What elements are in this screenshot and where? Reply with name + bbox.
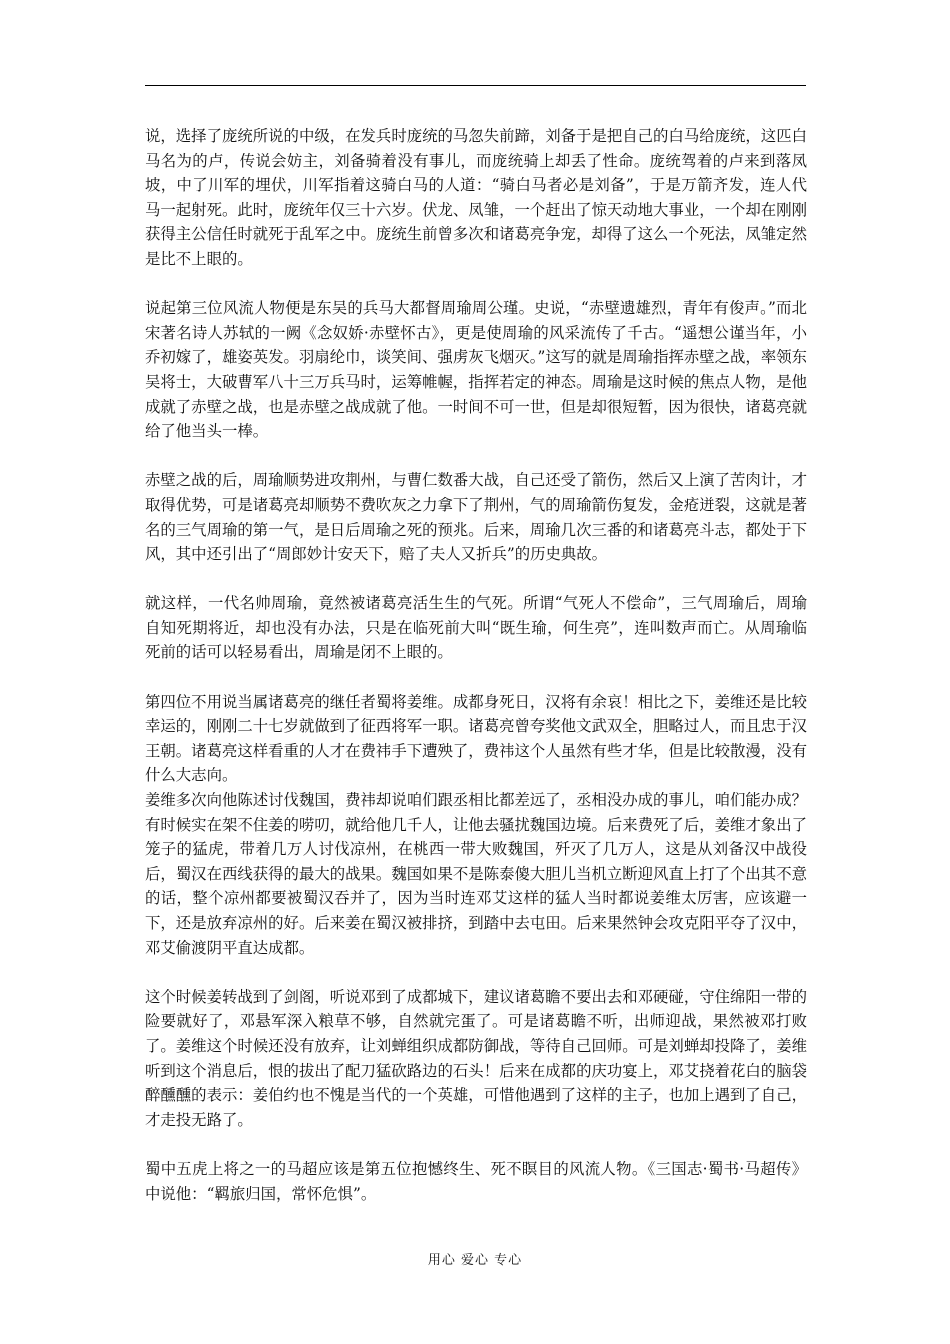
paragraph: 这个时候姜转战到了剑阁，听说邓到了成都城下，建议诸葛瞻不要出去和邓硬碰，守住绵阳一带的险要就好了，邓悬军深入粮草不够，自然就完蛋了。可是诸葛瞻不听，出师迎战，果然被邓打败了。姜维这个时候还没有放弃，让刘蝉组织成都防御战，等待自己回师。可是刘蝉却投降了，姜维听到这个消息后，恨的拔出了配刀猛砍路边的石头！后来在成都的庆功宴上，邓艾挠着花白的脑袋醉醺醺的表示：姜伯约也不愧是当代的一个英雄，可惜他遇到了这样的主子，也加上遇到了自己，才走投无路了。 — [145, 987, 807, 1129]
body-text — [145, 124, 807, 1206]
paragraph: 说，选择了庞统所说的中级，在发兵时庞统的马忽失前蹄，刘备于是把自己的白马给庞统，这匹白马名为的卢，传说会妨主，刘备骑着没有事儿，而庞统骑上却丢了性命。庞统驾着的卢来到落凤坡，中了川军的埋伏，川军指着这骑白马的人道：“骑白马者必是刘备”，于是万箭齐发，连人代马一起射死。此时，庞统年仅三十六岁。伏龙、凤雏，一个赶出了惊天动地大事业，一个却在刚刚获得主公信任时就死于乱军之中。庞统生前曾多次和诸葛亮争宠，却得了这么一个死法，凤雏定然是比不上眼的。 — [145, 127, 807, 268]
header-rule — [145, 85, 806, 86]
paragraph: 蜀中五虎上将之一的马超应该是第五位抱憾终生、死不瞑目的风流人物。《三国志·蜀书·马超传》中说他：“羁旅归国，常怀危惧”。 — [145, 1159, 807, 1203]
paragraph: 赤壁之战的后，周瑜顺势进攻荆州，与曹仁数番大战，自己还受了箭伤，然后又上演了苦肉计，才取得优势，可是诸葛亮却顺势不费吹灰之力拿下了荆州，气的周瑜箭伤复发，金疮迸裂，这就是著名的三气周瑜的第一气，是日后周瑜之死的预兆。后来，周瑜几次三番的和诸葛亮斗志，都处于下风，其中还引出了“周郎妙计安天下，赔了夫人又折兵”的历史典故。 — [145, 471, 807, 564]
page-footer: 用心 爱心 专心 — [427, 1253, 523, 1268]
paragraph: 就这样，一代名帅周瑜，竟然被诸葛亮活生生的气死。所谓“气死人不偿命”，三气周瑜后，周瑜自知死期将近，却也没有办法，只是在临死前大叫“既生瑜，何生亮”，连叫数声而亡。从周瑜临死前的话可以轻易看出，周瑜是闭不上眼的。 — [145, 594, 807, 662]
paragraph: 姜维多次向他陈述讨伐魏国，费祎却说咱们跟丞相比都差远了，丞相没办成的事儿，咱们能办成？有时候实在架不住姜的唠叨，就给他几千人，让他去骚扰魏国边境。后来费死了后，姜维才象出了笼子的猛虎，带着几万人讨伐凉州，在桃西一带大败魏国，歼灭了几万人，这是从刘备汉中战役后，蜀汉在西线获得的最大的战果。魏国如果不是陈泰傻大胆儿当机立断迎风直上打了个出其不意的话，整个凉州都要被蜀汉吞并了，因为当时连邓艾这样的猛人当时都说姜维太厉害，应该避一下，还是放弃凉州的好。后来姜在蜀汉被排挤，到踏中去屯田。后来果然钟会攻克阳平夺了汉中，邓艾偷渡阴平直达成都。 — [145, 791, 807, 957]
paragraph: 第四位不用说当属诸葛亮的继任者蜀将姜维。成都身死日，汉将有余哀！相比之下，姜维还是比较幸运的，刚刚二十七岁就做到了征西将军一职。诸葛亮曾夸奖他文武双全，胆略过人，而且忠于汉王朝。诸葛亮这样看重的人才在费祎手下遭殃了，费祎这个人虽然有些才华，但是比较散漫，没有什么大志向。 — [145, 692, 807, 785]
paragraph: 说起第三位风流人物便是东吴的兵马大都督周瑜周公瑾。史说，“赤壁遗雄烈，青年有俊声。”而北宋著名诗人苏轼的一阙《念奴娇·赤壁怀古》，更是使周瑜的风采流传了千古。“遥想公谨当年，小乔初嫁了，雄姿英发。羽扇纶巾，谈笑间、强虏灰飞烟灭。”这写的就是周瑜指挥赤壁之战，率领东吴将士，大破曹军八十三万兵马时，运筹帷幄，指挥若定的神态。周瑜是这时候的焦点人物，是他成就了赤壁之战，也是赤壁之战成就了他。一时间不可一世，但是却很短暂，因为很快，诸葛亮就给了他当头一棒。 — [145, 299, 807, 441]
